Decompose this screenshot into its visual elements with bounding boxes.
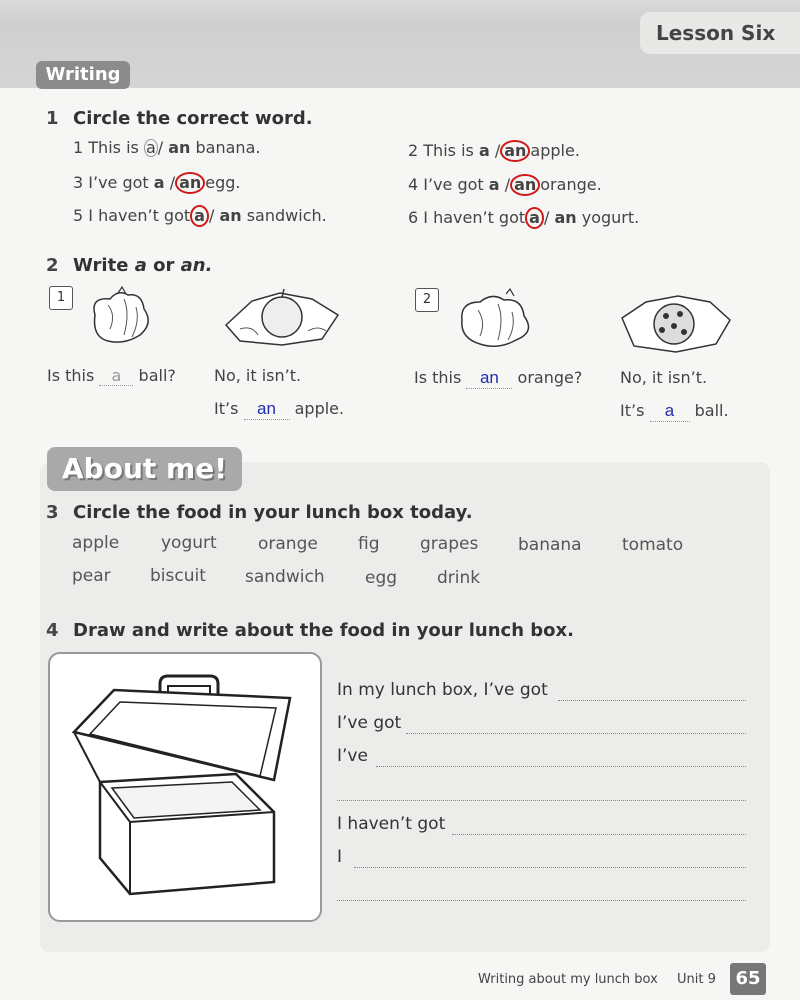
page-number: 65 [730, 963, 766, 995]
food-word[interactable]: yogurt [161, 533, 217, 553]
write-line-6[interactable] [354, 867, 746, 868]
write-line-1[interactable] [558, 700, 746, 701]
write-line-1-label: In my lunch box, I’ve got [337, 680, 548, 700]
ex2-box-1: 1 [49, 286, 73, 310]
answer-blank[interactable]: an [466, 368, 512, 389]
ex1-item-1: 1 This is a / an banana. [73, 138, 261, 157]
food-word[interactable]: apple [72, 533, 120, 553]
write-line-5[interactable] [452, 834, 746, 835]
ex2-r2-line2: It’s a ball. [620, 401, 729, 420]
ball-on-paper-image [618, 290, 733, 355]
section-tab-writing: Writing [36, 61, 130, 89]
about-me-badge: About me! [47, 447, 242, 491]
answer-blank[interactable]: an [244, 399, 290, 420]
ex4-title: Draw and write about the food in your lunch box. [73, 620, 574, 641]
write-line-3-label: I’ve [337, 746, 368, 766]
write-line-5-label: I haven’t got [337, 814, 446, 834]
food-word[interactable]: sandwich [245, 567, 325, 587]
wrapped-ball-image [80, 285, 165, 350]
ex1-item-2: 2 This is a / an apple. [408, 141, 580, 160]
ex1-item-3: 3 I’ve got a / an egg. [73, 173, 241, 192]
ex2-title: Write a or an. [73, 255, 213, 276]
lunch-box-image [60, 662, 306, 908]
ex2-number: 2 [46, 255, 59, 276]
write-line-6-label: I [337, 847, 343, 867]
food-word[interactable]: tomato [622, 535, 684, 555]
write-line-2-label: I’ve got [337, 713, 402, 733]
ex4-number: 4 [46, 620, 59, 641]
footer-unit: Unit 9 [677, 972, 716, 987]
write-line-3[interactable] [376, 766, 746, 767]
ex2-r1-line2: It’s an apple. [214, 399, 345, 418]
food-word[interactable]: banana [518, 535, 582, 555]
food-word[interactable]: fig [358, 534, 380, 554]
ex1-item-5: 5 I haven’t got a / an sandwich. [73, 206, 327, 225]
wrapped-orange-image [452, 288, 542, 353]
answer-blank[interactable]: a [650, 401, 690, 422]
ex1-number: 1 [46, 108, 59, 129]
apple-on-paper-image [222, 285, 342, 350]
write-line-7[interactable] [337, 900, 746, 901]
red-circle-an[interactable]: an [175, 172, 205, 194]
food-word[interactable]: drink [437, 568, 481, 588]
ex1-title: Circle the correct word. [73, 108, 313, 129]
food-word[interactable]: biscuit [150, 566, 206, 586]
food-word[interactable]: grapes [420, 534, 479, 554]
food-word[interactable]: pear [72, 566, 111, 586]
footer-topic: Writing about my lunch box [478, 972, 658, 987]
red-circle-a[interactable]: a [190, 205, 209, 227]
food-word[interactable]: orange [258, 534, 318, 554]
ex2-q2: Is this an orange? [414, 368, 583, 387]
ex2-r1-line1: No, it isn’t. [214, 366, 302, 385]
red-circle-an[interactable]: an [510, 174, 540, 196]
write-line-2[interactable] [406, 733, 746, 734]
ex3-number: 3 [46, 502, 59, 523]
answer-blank[interactable]: a [99, 366, 133, 386]
ex2-box-2: 2 [415, 288, 439, 312]
ex2-r2-line1: No, it isn’t. [620, 368, 708, 387]
food-word[interactable]: egg [365, 568, 398, 588]
ex1-item-4: 4 I’ve got a / an orange. [408, 175, 602, 194]
lesson-title: Lesson Six [640, 12, 800, 54]
write-line-4[interactable] [337, 800, 746, 801]
red-circle-a[interactable]: a [525, 207, 544, 229]
red-circle-an[interactable]: an [500, 140, 530, 162]
ex2-q1: Is this a ball? [47, 366, 176, 385]
ex3-title: Circle the food in your lunch box today. [73, 502, 473, 523]
ex1-item-6: 6 I haven’t got a / an yogurt. [408, 208, 640, 227]
pencil-circle-a[interactable]: a [145, 138, 156, 157]
